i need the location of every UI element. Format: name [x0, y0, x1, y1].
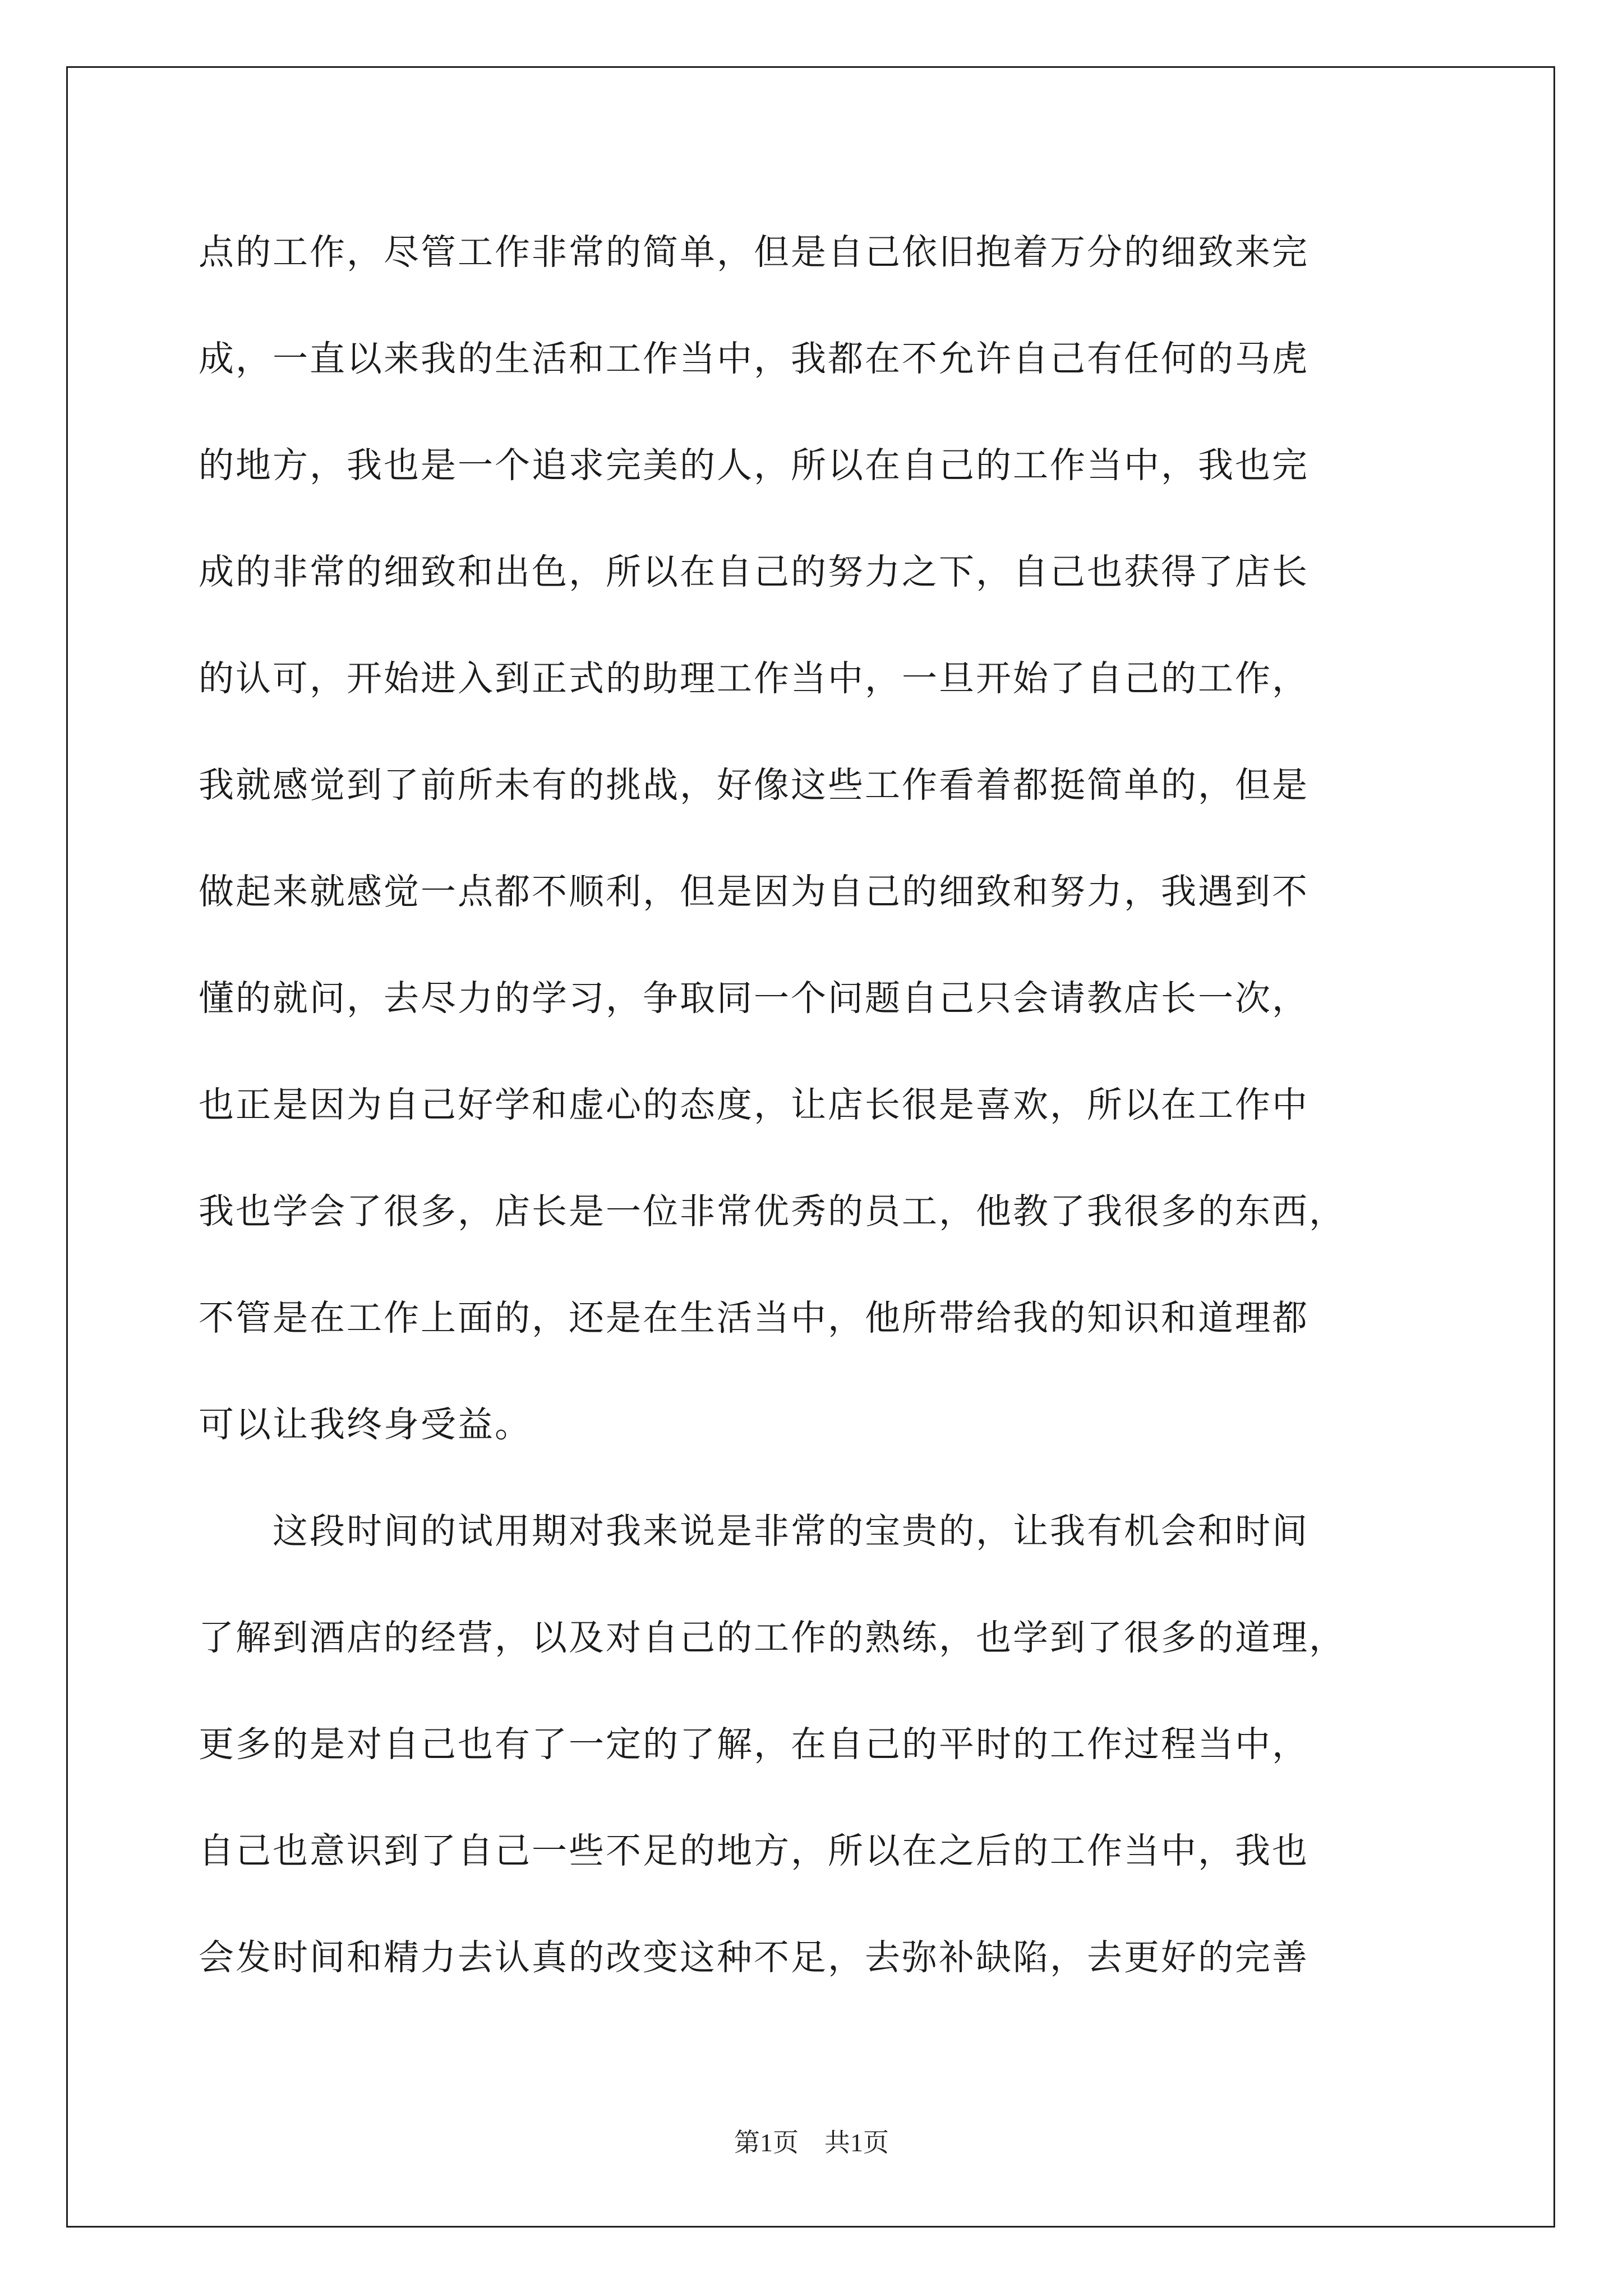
text-line: 做起来就感觉一点都不顺利，但是因为自己的细致和努力，我遇到不: [199, 871, 1309, 912]
text-line: 可以让我终身受益。: [199, 1404, 532, 1445]
text-line: 点的工作，尽管工作非常的简单，但是自己依旧抱着万分的细致来完: [199, 232, 1309, 273]
text-line: 成的非常的细致和出色，所以在自己的努力之下，自己也获得了店长: [199, 551, 1309, 592]
text-line: 更多的是对自己也有了一定的了解，在自己的平时的工作过程当中，: [199, 1724, 1309, 1765]
text-line: 了解到酒店的经营，以及对自己的工作的熟练，也学到了很多的道理，: [199, 1617, 1346, 1658]
text-line: 自己也意识到了自己一些不足的地方，所以在之后的工作当中，我也: [199, 1830, 1309, 1871]
page-border: [66, 66, 1555, 2228]
text-line: 成，一直以来我的生活和工作当中，我都在不允许自己有任何的马虎: [199, 338, 1309, 379]
page-number-footer: 第1页 共1页: [734, 2128, 889, 2157]
text-line: 也正是因为自己好学和虚心的态度，让店长很是喜欢，所以在工作中: [199, 1084, 1309, 1125]
text-line: 的认可，开始进入到正式的助理工作当中，一旦开始了自己的工作，: [199, 658, 1309, 699]
text-line: 会发时间和精力去认真的改变这种不足，去弥补缺陷，去更好的完善: [199, 1937, 1309, 1978]
text-line: 不管是在工作上面的，还是在生活当中，他所带给我的知识和道理都: [199, 1297, 1309, 1338]
text-line: 我也学会了很多，店长是一位非常优秀的员工，他教了我很多的东西，: [199, 1191, 1346, 1232]
text-line: 懂的就问，去尽力的学习，争取同一个问题自己只会请教店长一次，: [199, 978, 1309, 1019]
text-line: 的地方，我也是一个追求完美的人，所以在自己的工作当中，我也完: [199, 445, 1309, 486]
text-line: 我就感觉到了前所未有的挑战，好像这些工作看着都挺简单的，但是: [199, 765, 1309, 806]
text-line: 这段时间的试用期对我来说是非常的宝贵的，让我有机会和时间: [199, 1511, 1309, 1552]
